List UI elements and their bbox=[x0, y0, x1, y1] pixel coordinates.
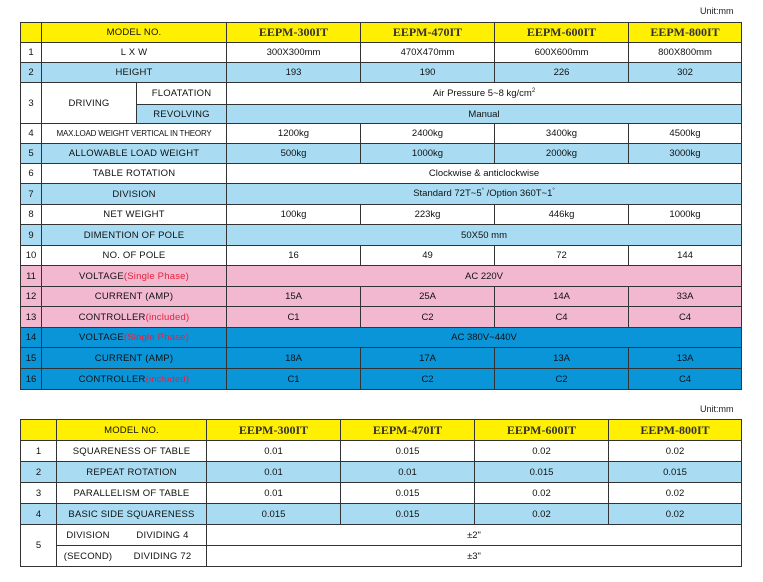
row-label: HEIGHT bbox=[42, 63, 227, 83]
table-row bbox=[21, 369, 742, 390]
row-group-label bbox=[57, 546, 207, 567]
cell-value: 3400kg bbox=[495, 124, 629, 144]
cell-value: Manual bbox=[227, 105, 742, 124]
row-number: 6 bbox=[21, 164, 42, 184]
accuracy-header-row bbox=[21, 420, 742, 441]
cell-value: 18A bbox=[227, 348, 361, 369]
cell-value: 1200kg bbox=[227, 124, 361, 144]
cell-value: 4500kg bbox=[629, 124, 742, 144]
accuracy-table bbox=[20, 419, 742, 567]
cell-value: 16 bbox=[227, 246, 361, 266]
cell-value: 0.02 bbox=[475, 441, 609, 462]
row-label-note: (included) bbox=[145, 311, 190, 323]
cell-value: 0.01 bbox=[207, 483, 341, 504]
spec-header-row bbox=[21, 23, 742, 43]
cell-value: 0.015 bbox=[207, 504, 341, 525]
cell-value: 0.015 bbox=[475, 462, 609, 483]
cell-value: C2 bbox=[361, 307, 495, 328]
table-row bbox=[21, 266, 742, 287]
cell-value: Standard 72T~5° /Option 360T~1° bbox=[227, 184, 742, 205]
model-header: EEPM-470IT bbox=[361, 23, 495, 43]
row-number: 10 bbox=[21, 246, 42, 266]
row-number: 3 bbox=[21, 483, 57, 504]
cell-value: 500kg bbox=[227, 144, 361, 164]
cell-value: 2400kg bbox=[361, 124, 495, 144]
row-number: 1 bbox=[21, 441, 57, 462]
row-label: DIMENTION OF POLE bbox=[42, 225, 227, 246]
model-header: EEPM-300IT bbox=[227, 23, 361, 43]
cell-value: 223kg bbox=[361, 205, 495, 225]
row-label: NET WEIGHT bbox=[42, 205, 227, 225]
cell-value: 1000kg bbox=[361, 144, 495, 164]
cell-value: C4 bbox=[629, 307, 742, 328]
cell-value: Clockwise & anticlockwise bbox=[227, 164, 742, 184]
row-number: 4 bbox=[21, 504, 57, 525]
cell-value: 300X300mm bbox=[227, 43, 361, 63]
row-number: 11 bbox=[21, 266, 42, 287]
cell-value: 13A bbox=[495, 348, 629, 369]
model-header: EEPM-600IT bbox=[475, 420, 609, 441]
row-label-note: (included) bbox=[145, 373, 190, 385]
table-row bbox=[21, 546, 742, 567]
row-label: NO. OF POLE bbox=[42, 246, 227, 266]
cell-value: C2 bbox=[361, 369, 495, 390]
cell-value: 0.01 bbox=[341, 462, 475, 483]
row-label-note: (Single Phase) bbox=[123, 270, 189, 282]
cell-value: 0.02 bbox=[609, 504, 742, 525]
model-no-header: MODEL NO. bbox=[42, 23, 227, 43]
table-row bbox=[21, 63, 742, 83]
row-number: 3 bbox=[21, 83, 42, 124]
row-number: 7 bbox=[21, 184, 42, 205]
unit-label-bottom: Unit:mm bbox=[700, 404, 734, 414]
cell-value: C2 bbox=[495, 369, 629, 390]
cell-value: 800X800mm bbox=[629, 43, 742, 63]
table-row bbox=[21, 328, 742, 348]
cell-value: 600X600mm bbox=[495, 43, 629, 63]
cell-value: 33A bbox=[629, 287, 742, 307]
model-header: EEPM-800IT bbox=[609, 420, 742, 441]
unit-label-top: Unit:mm bbox=[700, 6, 734, 16]
table-row bbox=[21, 43, 742, 63]
row-label: VOLTAGE(Single Phase) bbox=[42, 328, 227, 348]
row-label: MAX.LOAD WEIGHT VERTICAL IN THEORY bbox=[42, 124, 227, 144]
row-number: 13 bbox=[21, 307, 42, 328]
cell-value: 144 bbox=[629, 246, 742, 266]
table-row bbox=[21, 225, 742, 246]
cell-value: 470X470mm bbox=[361, 43, 495, 63]
cell-value: 0.01 bbox=[207, 462, 341, 483]
specification-table bbox=[20, 22, 742, 390]
row-label: CURRENT (AMP) bbox=[42, 287, 227, 307]
cell-value: 72 bbox=[495, 246, 629, 266]
cell-value: AC 380V~440V bbox=[227, 328, 742, 348]
row-label: SQUARENESS OF TABLE bbox=[57, 441, 207, 462]
table-row bbox=[21, 441, 742, 462]
cell-value: Air Pressure 5~8 $kg/cm^2$ bbox=[227, 83, 742, 105]
cell-value: 0.015 bbox=[341, 504, 475, 525]
cell-value: 14A bbox=[495, 287, 629, 307]
row-label-note: (Single Phase) bbox=[123, 332, 189, 343]
row-sub-label: DIVIDING 4 bbox=[136, 529, 189, 541]
row-group-label bbox=[57, 525, 207, 546]
row-label: DIVISION bbox=[42, 184, 227, 205]
row-number: 2 bbox=[21, 63, 42, 83]
row-number: 8 bbox=[21, 205, 42, 225]
cell-value: ±3" bbox=[207, 546, 742, 567]
row-number: 14 bbox=[21, 328, 42, 348]
table-row bbox=[21, 246, 742, 266]
cell-value: 0.015 bbox=[341, 441, 475, 462]
cell-value: 15A bbox=[227, 287, 361, 307]
model-header: EEPM-470IT bbox=[341, 420, 475, 441]
cell-value: 190 bbox=[361, 63, 495, 83]
row-label: PARALLELISM OF TABLE bbox=[57, 483, 207, 504]
cell-value: AC 220V bbox=[227, 266, 742, 287]
group-label-line: (SECOND) bbox=[63, 550, 113, 562]
cell-value: ±2" bbox=[207, 525, 742, 546]
cell-value: 0.02 bbox=[609, 483, 742, 504]
row-label: REPEAT ROTATION bbox=[57, 462, 207, 483]
model-header: EEPM-300IT bbox=[207, 420, 341, 441]
table-row bbox=[21, 144, 742, 164]
group-label-line: DIVISION bbox=[66, 529, 110, 541]
row-number: 2 bbox=[21, 462, 57, 483]
cell-value: 302 bbox=[629, 63, 742, 83]
row-sub-label: REVOLVING bbox=[137, 105, 227, 124]
row-sub-label: FLOATATION bbox=[137, 83, 227, 105]
table-row bbox=[21, 205, 742, 225]
row-label: VOLTAGE(Single Phase) bbox=[42, 266, 227, 287]
model-header: EEPM-800IT bbox=[629, 23, 742, 43]
cell-value: 0.015 bbox=[341, 483, 475, 504]
table-row bbox=[21, 287, 742, 307]
cell-value: 2000kg bbox=[495, 144, 629, 164]
row-number: 4 bbox=[21, 124, 42, 144]
cell-value: C4 bbox=[495, 307, 629, 328]
row-number: 12 bbox=[21, 287, 42, 307]
row-group-label: DRIVING bbox=[42, 83, 137, 124]
cell-value: 13A bbox=[629, 348, 742, 369]
table-row bbox=[21, 462, 742, 483]
row-number: 9 bbox=[21, 225, 42, 246]
row-label: CONTROLLER(included) bbox=[42, 307, 227, 328]
row-label: CONTROLLER(included) bbox=[42, 369, 227, 390]
cell-value: 3000kg bbox=[629, 144, 742, 164]
cell-value: 100kg bbox=[227, 205, 361, 225]
cell-value: 193 bbox=[227, 63, 361, 83]
row-label: ALLOWABLE LOAD WEIGHT bbox=[42, 144, 227, 164]
model-header: EEPM-600IT bbox=[495, 23, 629, 43]
cell-value: 1000kg bbox=[629, 205, 742, 225]
cell-value: 0.02 bbox=[475, 504, 609, 525]
cell-value: 446kg bbox=[495, 205, 629, 225]
table-row bbox=[21, 307, 742, 328]
model-no-header: MODEL NO. bbox=[57, 420, 207, 441]
row-number: 16 bbox=[21, 369, 42, 390]
cell-value: C4 bbox=[629, 369, 742, 390]
table-row bbox=[21, 348, 742, 369]
table-row bbox=[21, 483, 742, 504]
row-sub-label: DIVIDING 72 bbox=[133, 550, 192, 562]
cell-value: 0.01 bbox=[207, 441, 341, 462]
cell-value: C1 bbox=[227, 307, 361, 328]
row-number: 5 bbox=[21, 144, 42, 164]
cell-value: C1 bbox=[227, 369, 361, 390]
table-row bbox=[21, 525, 742, 546]
table-row bbox=[21, 184, 742, 205]
row-number: 5 bbox=[21, 525, 57, 567]
cell-value: 0.015 bbox=[609, 462, 742, 483]
cell-value: 0.02 bbox=[609, 441, 742, 462]
table-row bbox=[21, 504, 742, 525]
cell-value: 25A bbox=[361, 287, 495, 307]
cell-value: 0.02 bbox=[475, 483, 609, 504]
row-label: BASIC SIDE SQUARENESS bbox=[57, 504, 207, 525]
cell-value: 17A bbox=[361, 348, 495, 369]
row-number: 15 bbox=[21, 348, 42, 369]
table-row bbox=[21, 83, 742, 105]
table-row bbox=[21, 164, 742, 184]
cell-value: 49 bbox=[361, 246, 495, 266]
row-label: TABLE ROTATION bbox=[42, 164, 227, 184]
table-row bbox=[21, 124, 742, 144]
cell-value: 50X50 mm bbox=[227, 225, 742, 246]
row-number: 1 bbox=[21, 43, 42, 63]
row-label: CURRENT (AMP) bbox=[42, 348, 227, 369]
cell-value: 226 bbox=[495, 63, 629, 83]
row-label: L X W bbox=[42, 43, 227, 63]
